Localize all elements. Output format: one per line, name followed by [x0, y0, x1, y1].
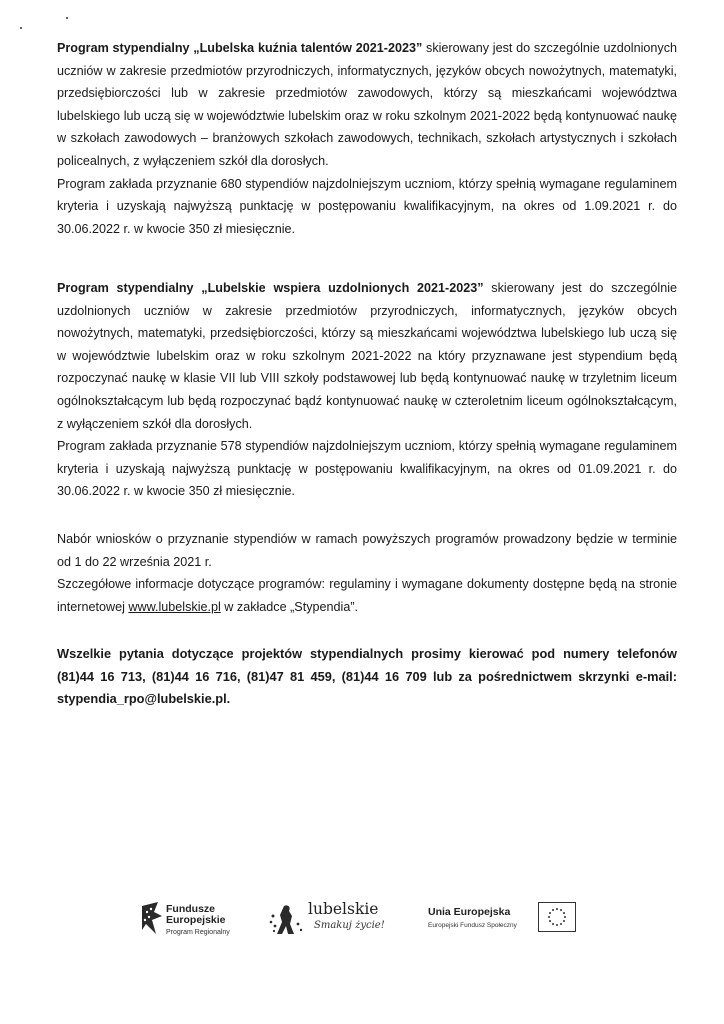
- paragraph-body: Nabór wniosków o przyznanie stypendiów w ramach powyższych programów prowadzony będzie w terminie od 1 do 22 września 2021 r.: [57, 532, 677, 569]
- scan-speck: [66, 17, 68, 19]
- fe-line2: Europejskie: [166, 914, 226, 926]
- logo-bar: [140, 898, 580, 942]
- paragraph-body-3: w zakładce „Stypendia”.: [220, 599, 359, 614]
- paragraph-body: skierowany jest do szczególnie uzdolnionych uczniów w zakresie przedmiotów przyrodniczych, informatycznych, języków obcych nowożytnych, matematyki, przedsiębiorczości, którzy są mieszkańcami województwa lubelskiego lub uczą się w województwie lubelskim oraz w roku szkolnym 2021-2022 na który przyznawane jest stypendium będą rozpoczynać naukę w klasie VII lub VIII szkoły podstawowej lub będą kontynuować naukę w trzyletnim liceum ogólnokształcącym lub będą rozpoczynać bądź kontynuować naukę w czteroletnim liceum ogólnokształcącym, z wyłączeniem szkół dla dorosłych.: [57, 281, 677, 431]
- eu-funds-star-icon: [140, 900, 164, 938]
- paragraph-body: Wszelkie pytania dotyczące projektów stypendialnych prosimy kierować pod numery telefonów (81)44 16 713, (81)44 16 716, (81)47 81 459, (81)44 16 709 lub za pośrednictwem skrzynki e-mail: stypendia_rpo@lubelskie.pl.: [57, 646, 677, 707]
- lubelskie-name: lubelskie: [308, 900, 379, 918]
- paragraph-wspiera-uzdolnionych: [57, 277, 677, 503]
- paragraph-body-2: Szczegółowe informacje dotyczące programów: regulaminy i wymagane dokumenty dostępne będą na stronie internetowej: [57, 577, 677, 614]
- ue-name: Unia Europejska: [428, 906, 511, 918]
- unia-europejska-logo: [428, 906, 578, 940]
- paragraph-nabor: [57, 528, 677, 618]
- website-link[interactable]: www.lubelskie.pl: [128, 599, 221, 614]
- fe-line1: Fundusze: [166, 903, 215, 915]
- paragraph-heading: Program stypendialny „Lubelska kuźnia talentów 2021-2023”: [57, 41, 423, 55]
- paragraph-body-2: Program zakłada przyznanie 680 stypendiów najzdolniejszym uczniom, którzy spełnią wymagane regulaminem kryteria i uzyskają najwyższą punktację w postępowaniu kwalifikacyjnym, na okres od 1.09.2021 r. do 30.06.2022 r. w kwocie 350 zł miesięcznie.: [57, 176, 677, 236]
- lubelskie-figure-icon: [268, 902, 306, 938]
- fundusze-europejskie-logo: [140, 900, 250, 940]
- fe-line3: Program Regionalny: [166, 929, 230, 936]
- lubelskie-slogan: Smakuj życie!: [314, 920, 385, 931]
- eu-flag-icon: [538, 902, 576, 932]
- paragraph-contact: [57, 643, 677, 711]
- lubelskie-logo: [268, 898, 388, 942]
- paragraph-body-2: Program zakłada przyznanie 578 stypendiów najzdolniejszym uczniom, którzy spełnią wymagane regulaminem kryteria i uzyskają najwyższą punktację w postępowaniu kwalifikacyjnym, na okres od 01.09.2021 r. do 30.06.2022 r. w kwocie 350 zł miesięcznie.: [57, 439, 677, 499]
- paragraph-body: skierowany jest do szczególnie uzdolnionych uczniów w zakresie przedmiotów przyrodniczych, informatycznych, języków obcych nowożytnych, matematyki, przedsiębiorczości lub w zakresie przedmiotów zawodowych, którzy są mieszkańcami województwa lubelskiego lub uczą się w województwie lubelskim oraz w roku szkolnym 2021-2022 będą kontynuować naukę w szkołach zawodowych – branżowych szkołach zawodowych, technikach, szkołach artystycznych i szkołach policealnych, z wyłączeniem szkół dla dorosłych.: [57, 41, 677, 168]
- ue-fund: Europejski Fundusz Społeczny: [428, 922, 517, 929]
- paragraph-heading: Program stypendialny „Lubelskie wspiera uzdolnionych 2021-2023”: [57, 281, 484, 295]
- scan-speck: [20, 27, 22, 29]
- paragraph-kuznia-talentow: [57, 37, 677, 240]
